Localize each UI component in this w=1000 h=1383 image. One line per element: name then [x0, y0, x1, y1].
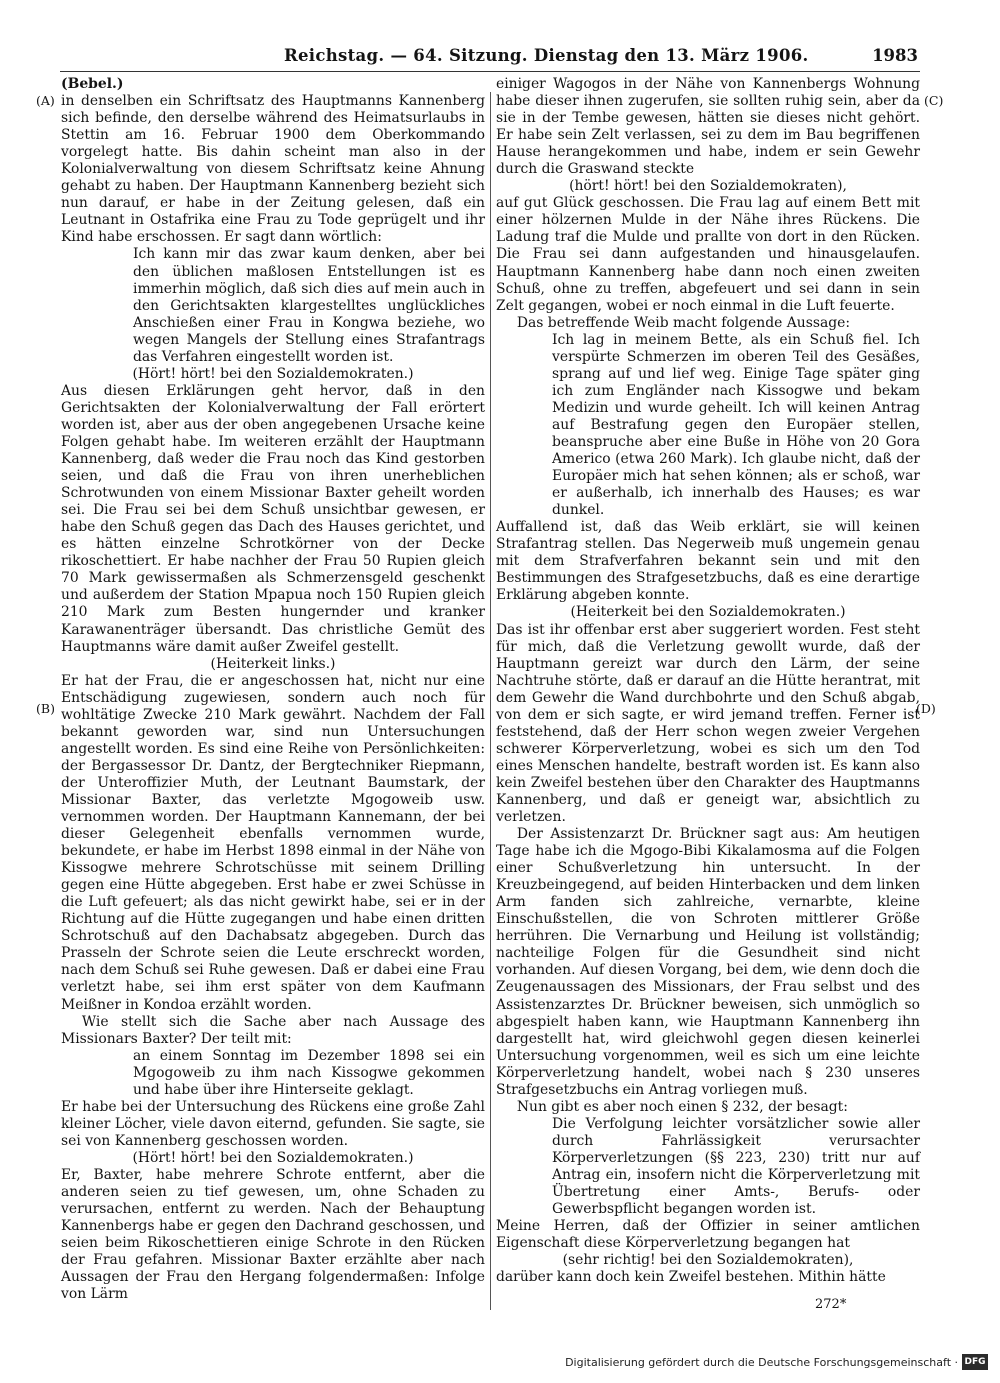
interjection: (Heiterkeit links.) — [210, 655, 336, 672]
paragraph: auf gut Glück geschossen. Die Frau lag auf einem Bett mit einer hölzernen Mulde in der Nähe ihres Rückens. Die Ladung traf die Mulde und prallte von dort in den Rücken. Die Frau sei dann aufgestanden und hinausgelaufen. Hauptmann Kannenberg habe dann noch einen zweiten Schuß, ohne zu treffen, abgefeuert und sei dann in sein Zelt gegangen, wobei er noch einmal in die Luft feuerte. — [496, 195, 920, 314]
interjection: (Heiterkeit bei den Sozialdemokraten.) — [570, 604, 846, 621]
paragraph: Nun gibt es aber noch einen § 232, der besagt: — [516, 1098, 848, 1115]
column-divider — [490, 92, 491, 1310]
margin-marker-b: (B) — [36, 701, 55, 716]
paragraph: Meine Herren, daß der Offizier in seiner amtlichen Eigenschaft diese Körperverletzung begangen hat — [496, 1218, 920, 1252]
paragraph: in denselben ein Schriftsatz des Hauptmanns Kannenberg sich befinde, den derselbe während des Heimatsurlaubs in Stettin am 16. Februar 1900 dem Oberkommando vorgelegt hatte. Bis dahin scheint man also in der Kolonialverwaltung von diesem Schriftsatz keine Ahnung gehabt zu haben. Der Hauptmann Kannenberg bezieht sich nun darauf, er habe in der Zeitung gelesen, daß ein Leutnant in Ostafrika eine Frau zu Tode geprügelt und ihr Kind habe erschossen. Er sagt dann wörtlich: — [61, 93, 485, 246]
paragraph: Wie stellt sich die Sache aber nach Aussage des Missionars Baxter? Der teilt mit: — [61, 1013, 485, 1047]
paragraph: Das ist ihr offenbar erst aber suggeriert worden. Fest steht für mich, daß die Verletzung gewollt wurde, daß der Hauptmann gereizt war durch den Lärm, der seine Nachtruhe störte, daß er darauf an die Hütte herantrat, mit dem Gewehr die Wand durchbohrte und den Schuß abgab, von dem er sich sagte, er wird jemand treffen. Ferner ist feststehend, daß der Herr schon wegen zweier Vergehen schwerer Körperverletzung, wobei es sich um den Tod eines Menschen handelte, bestraft worden ist. Es kann also kein Zweifel bestehen über den Charakter des Hauptmanns Kannenberg, und daß er geneigt war, absichtlich zu verletzen. — [496, 621, 920, 826]
paragraph: Er habe bei der Untersuchung des Rückens eine große Zahl kleiner Löcher, viele davon eiternd, gefunden. Sie sagte, sie sei von Kannenberg geschossen worden. — [61, 1098, 485, 1149]
digitization-footer — [565, 1354, 988, 1372]
paragraph: Er hat der Frau, die er angeschossen hat, nicht nur eine Entschädigung zugewiesen, sondern auch noch für wohltätige Zwecke 210 Mark gewährt. Nachdem der Fall bekannt geworden war, sind nun Untersuchungen angestellt worden. Es sind eine Reihe von Persönlichkeiten: der Bergassessor Dr. Dantz, der Bergtechniker Riepmann, der Unteroffizier Muth, der Leutnant Baumstark, der Missionar Baxter, das verletzte Mgogoweib usw. vernommen worden. Der Hauptmann Kannemann, der bei dieser Gelegenheit ebenfalls vernommen wurde, bekundete, er habe im Herbst 1898 einmal in der Nähe von Kissogwe mehrere Schrotschüsse mit seinem Drilling gegen eine Hütte abgegeben. Erst habe er zwei Schüsse in die Luft gefeuert; als das nicht gewirkt habe, sei er in der Richtung auf die Hütte zugegangen und habe einen dritten Schrotschuß auf den Dachabsatz abgegeben. Durch das Prasseln der Schrote seien die Leute erschreckt worden, nach dem Schuß sei Ruhe gewesen. Daß er dabei eine Frau verletzt habe, sei ihm erst später von dem Kaufmann Meißner in Kondoa erzählt worden. — [61, 672, 485, 1013]
margin-marker-d: (D) — [916, 701, 936, 716]
interjection: (Hört! hört! bei den Sozialdemokraten.) — [132, 365, 414, 382]
interjection: (sehr richtig! bei den Sozialdemokraten), — [562, 1252, 854, 1269]
page-number: 1983 — [872, 46, 918, 65]
paragraph: Der Assistenzarzt Dr. Brückner sagt aus: Am heutigen Tage habe ich die Mgogo-Bibi Kikalamosma auf die Folgen einer Schußverletzung hin untersucht. In der Kreuzbeingegend, auf beiden Hinterbacken und dem linken Arm fanden sich zahlreiche, vernarbte, kleine Einschußstellen, die von Schroten mittlerer Größe herrühren. Die Vernarbung und Heilung ist vollständig; nachteilige Folgen für die Gesundheit sind nicht vorhanden. Auf diesen Vorgang, bei dem, wie denn doch die Zeugenaussagen des Missionars, der Frau selbst und des Assistenzarztes Dr. Brückner beweisen, sich unmöglich so abgespielt haben kann, wie Hauptmann Kannenberg ihn dargestellt hat, wird gleichwohl gegen diesen keinerlei Untersuchung vorgenommen, weil es sich um eine leichte Körperverletzung handelt, wobei nach § 230 unseres Strafgesetzbuchs ein Antrag vorliegen muß. — [496, 826, 920, 1098]
paragraph: Das betreffende Weib macht folgende Aussage: — [516, 314, 851, 331]
footer-text: Digitalisierung gefördert durch die Deutsche Forschungsgemeinschaft · — [565, 1356, 958, 1369]
paragraph: Er, Baxter, habe mehrere Schrote entfernt, aber die anderen seien zu tief gewesen, um, ohne Schaden zu verursachen, entfernt zu werden. Nach der Behauptung Kannenbergs habe er gegen den Dachrand geschossen, und seien beim Rikoschettieren einige Schrote in den Rücken der Frau gefahren. Missionar Baxter erzählte aber nach Aussagen der Frau den Hergang folgendermaßen: Infolge von Lärm — [61, 1167, 485, 1303]
left-column — [61, 76, 485, 1303]
header-title: Reichstag. — 64. Sitzung. Dienstag den 13. März 1906. — [284, 46, 809, 65]
margin-marker-a: (A) — [36, 93, 55, 108]
page-header — [60, 46, 918, 72]
paragraph: Auffallend ist, daß das Weib erklärt, sie will keinen Strafantrag stellen. Das Negerweib muß ungemein genau mit dem Strafverfahren bekannt sein und mit den Bestimmungen des Strafgesetzbuchs, daß es eine derartige Erklärung abgeben konnte. — [496, 519, 920, 604]
paragraph: einiger Wagogos in der Nähe von Kannenbergs Wohnung habe dieser ihnen zugerufen, sie sollten ruhig sein, aber da sie in der Tembe gewesen, hätten sie dieses nicht gehört. Er habe sein Zelt verlassen, sei zu dem im Bau begriffenen Hause herangekommen und habe, indem er sein Gewehr durch die Graswand steckte — [496, 76, 920, 178]
interjection: (Hört! hört! bei den Sozialdemokraten.) — [132, 1149, 414, 1166]
header-rule — [60, 71, 920, 72]
speaker-label: (Bebel.) — [61, 76, 124, 92]
paragraph: darüber kann doch kein Zweifel bestehen. Mithin hätte — [496, 1269, 886, 1286]
dfg-logo: DFG — [962, 1354, 988, 1370]
block-quote: Ich lag in meinem Bette, als ein Schuß fiel. Ich verspürte Schmerzen im oberen Teil des Gesäßes, sprang auf und lief weg. Einige Tage später ging ich zum Engländer nach Kissogwe und bekam Medizin und wurde geheilt. Ich will keinen Antrag auf Bestrafung gegen den Europäer stellen, beanspruche aber eine Buße in Höhe von 20 Gora Americo (etwa 260 Mark). Ich glaube nicht, daß der Europäer mich hat sehen können; als er schoß, war er außerhalb, ich innerhalb des Hauses; es war dunkel. — [552, 331, 920, 519]
block-quote: Die Verfolgung leichter vorsätzlicher sowie aller durch Fahrlässigkeit verursachter Körperverletzungen (§§ 223, 230) tritt nur auf Antrag ein, insofern nicht die Körperverletzung mit Übertretung einer Amts-, Berufs- oder Gewerbspflicht begangen worden ist. — [552, 1115, 920, 1218]
paragraph: Aus diesen Erklärungen geht hervor, daß in den Gerichtsakten der Kolonialverwaltung der Fall erörtert worden ist, aber aus der oben angegebenen Ursache keine Folgen gehabt habe. Im weiteren erzählt der Hauptmann Kannenberg, daß weder die Frau noch das Kind gestorben seien, und daß die Frau von ihren unerheblichen Schrotwunden von einem Missionar Baxter geheilt worden sei. Die Frau sei bei dem Schuß unsichtbar gewesen, er habe den Schuß gegen das Dach des Hauses gerichtet, und es hätten einzelne Schrotkörner von der Decke rikoschettiert. Er habe nachher der Frau 50 Rupien gleich 70 Mark gewissermaßen als Schmerzensgeld geschenkt und außerdem der Station Mpapua noch 150 Rupien gleich 210 Mark zum Besten hungernder und kranker Karawanenträger übersandt. Das christliche Gemüt des Hauptmanns wäre damit außer Zweifel gestellt. — [61, 382, 485, 655]
right-column — [496, 76, 920, 1286]
margin-marker-c: (C) — [924, 93, 944, 108]
block-quote: Ich kann mir das zwar kaum denken, aber bei den üblichen maßlosen Entstellungen ist es immerhin möglich, daß sich dies auf mein auch in den Gerichtsakten klargestelltes unglückliches Anschießen einer Frau in Kongwa beziehe, wo wegen Mangels der Stellung eines Strafantrags das Verfahren eingestellt worden ist. — [133, 246, 485, 365]
block-quote: an einem Sonntag im Dezember 1898 sei ein Mgogoweib zu ihm nach Kissogwe gekommen und habe über ihre Hinterseite geklagt. — [133, 1047, 485, 1098]
interjection: (hört! hört! bei den Sozialdemokraten), — [569, 178, 847, 195]
signature-mark: 272* — [815, 1297, 847, 1312]
